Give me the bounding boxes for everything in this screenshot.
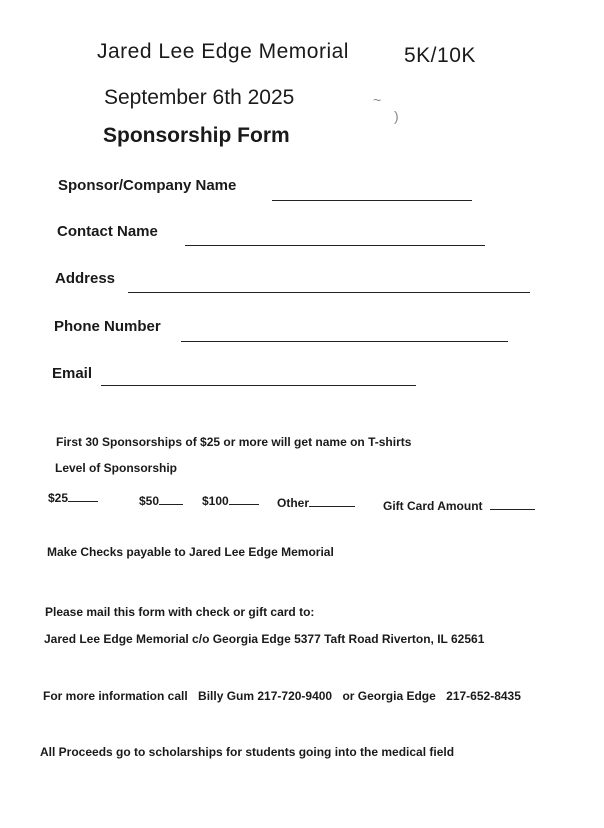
option-100-label: $100 (202, 494, 229, 508)
gift-card-blank[interactable] (490, 498, 535, 510)
gift-card-label: Gift Card Amount (383, 499, 483, 513)
event-title: Jared Lee Edge Memorial (97, 40, 349, 63)
phone-number-field[interactable] (181, 341, 508, 342)
mail-instruction: Please mail this form with check or gift card to: (45, 605, 315, 619)
option-other (277, 495, 355, 510)
phone-number-label: Phone Number (54, 318, 161, 335)
event-date: September 6th 2025 (104, 86, 295, 109)
gift-card-option (383, 498, 535, 513)
contact-billy: Billy Gum 217-720-9400 (198, 689, 333, 703)
mailing-address: Jared Lee Edge Memorial c/o Georgia Edge 5377 Taft Road Riverton, IL 62561 (44, 632, 485, 646)
tshirt-note: First 30 Sponsorships of $25 or more will get name on T-shirts (56, 435, 412, 449)
georgia-phone: 217-652-8435 (446, 689, 521, 703)
option-100 (202, 493, 259, 508)
proceeds-note: All Proceeds go to scholarships for students going into the medical field (40, 745, 455, 759)
scan-mark: ) (394, 108, 399, 124)
event-distance: 5K/10K (404, 44, 476, 67)
address-label: Address (55, 270, 116, 287)
option-25-label: $25 (48, 491, 69, 505)
scan-mark: ~ (373, 92, 382, 108)
contact-info (43, 689, 521, 703)
option-other-label: Other (277, 496, 310, 510)
option-50-label: $50 (139, 494, 160, 508)
option-25-blank[interactable] (68, 490, 98, 502)
email-field[interactable] (101, 385, 416, 386)
contact-name-label: Contact Name (57, 223, 158, 240)
email-label: Email (52, 365, 93, 382)
form-title: Sponsorship Form (103, 124, 290, 147)
sponsorship-level-label: Level of Sponsorship (55, 461, 178, 475)
option-other-blank[interactable] (309, 495, 355, 507)
info-prefix: For more information call (43, 689, 188, 703)
address-field[interactable] (128, 292, 530, 293)
checks-payable-note: Make Checks payable to Jared Lee Edge Memorial (47, 545, 334, 559)
contact-georgia: or Georgia Edge (342, 689, 436, 703)
contact-name-field[interactable] (185, 245, 485, 246)
option-50-blank[interactable] (159, 493, 183, 505)
option-25 (48, 490, 98, 505)
option-100-blank[interactable] (229, 493, 259, 505)
company-name-label: Sponsor/Company Name (58, 177, 237, 194)
option-50 (139, 493, 183, 508)
company-name-field[interactable] (272, 200, 472, 201)
